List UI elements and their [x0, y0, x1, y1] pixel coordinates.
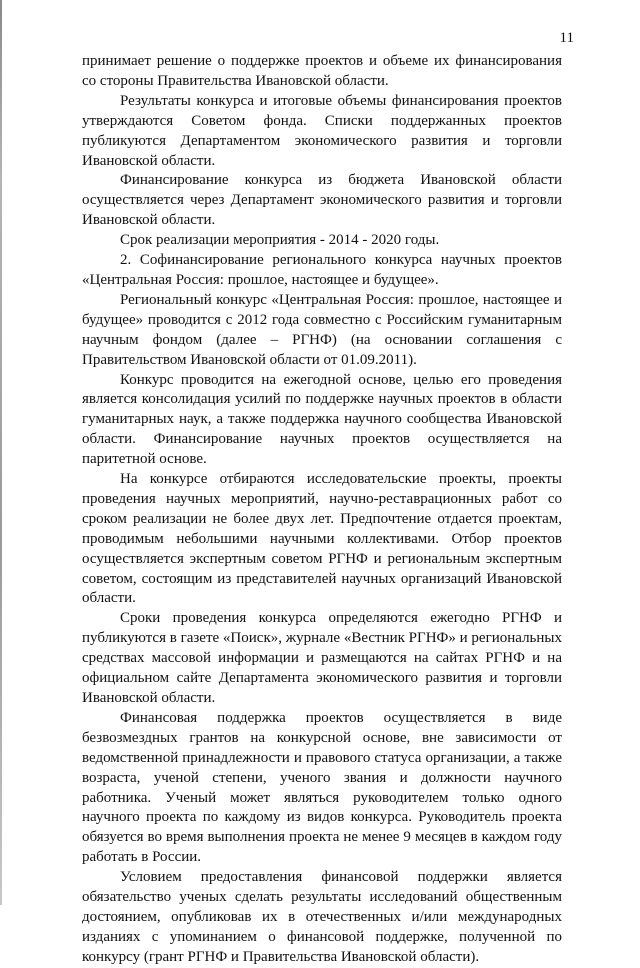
- paragraph: Результаты конкурса и итоговые объемы финансирования проектов утверждаются Советом фонда. Списки поддержанных проектов публикуются Департаментом экономического развития и торговли Ивановской области.: [82, 92, 562, 169]
- paragraph: Сроки проведения конкурса определяются ежегодно РГНФ и публикуются в газете «Поиск», журнале «Вестник РГНФ» и региональных средствах массовой информации и размещаются на сайтах РГНФ и на официальном сайте Департамента экономического развития и торговли Ивановской области.: [82, 610, 562, 706]
- paragraph: Конкурс проводится на ежегодной основе, целью его проведения является консолидация усилий по поддержке научных проектов в области гуманитарных наук, а также поддержка научного сообщества Ивановской области. Финансирование научных проектов осуществляется на паритетной основе.: [82, 371, 562, 468]
- paragraph: Региональный конкурс «Центральная Россия: прошлое, настоящее и будущее» проводится с 2012 года совместно с Российским гуманитарным научным фондом (далее – РГНФ) (на основании соглашения с Правительством Ивановской области от 01.09.2011).: [82, 291, 562, 368]
- paragraph: Условием предоставления финансовой поддержки является обязательство ученых сделать результаты исследований общественным достоянием, опубликовав их в отечественных и/или международных изданиях с упоминанием о финансовой поддержке, полученной по конкурсу (грант РГНФ и Правительства Ивановской области).: [82, 869, 562, 965]
- paragraph: Срок реализации мероприятия - 2014 - 2020 годы.: [120, 232, 440, 249]
- page-number: 11: [559, 30, 574, 46]
- paragraph: принимает решение о поддержке проектов и объеме их финансирования со стороны Правительства Ивановской области.: [82, 53, 562, 89]
- scan-edge-shadow: [0, 0, 2, 905]
- paragraph: Финансирование конкурса из бюджета Ивановской области осуществляется через Департамент экономического развития и торговли Ивановской области.: [82, 172, 562, 229]
- paragraph: 2. Софинансирование регионального конкурса научных проектов «Центральная Россия: прошлое, настоящее и будущее».: [82, 252, 562, 288]
- document-body: [82, 52, 562, 968]
- paragraph: На конкурсе отбираются исследовательские проекты, проекты проведения научных мероприятий, научно-реставрационных работ со сроком реализации не более двух лет. Предпочтение отдается проектам, проводимым небольшими научными коллективами. Отбор проектов осуществляется экспертным советом РГНФ и региональным экспертным советом, состоящим из представителей научных организаций Ивановской области.: [82, 471, 562, 607]
- paragraph: Финансовая поддержка проектов осуществляется в виде безвозмездных грантов на конкурсной основе, вне зависимости от ведомственной принадлежности и правового статуса организации, а также возраста, ученой степени, ученого звания и должности научного работника. Ученый может являться руководителем только одного научного проекта по каждому из видов конкурса. Руководитель проекта обязуется во время выполнения проекта не менее 9 месяцев в каждом году работать в России.: [82, 709, 562, 866]
